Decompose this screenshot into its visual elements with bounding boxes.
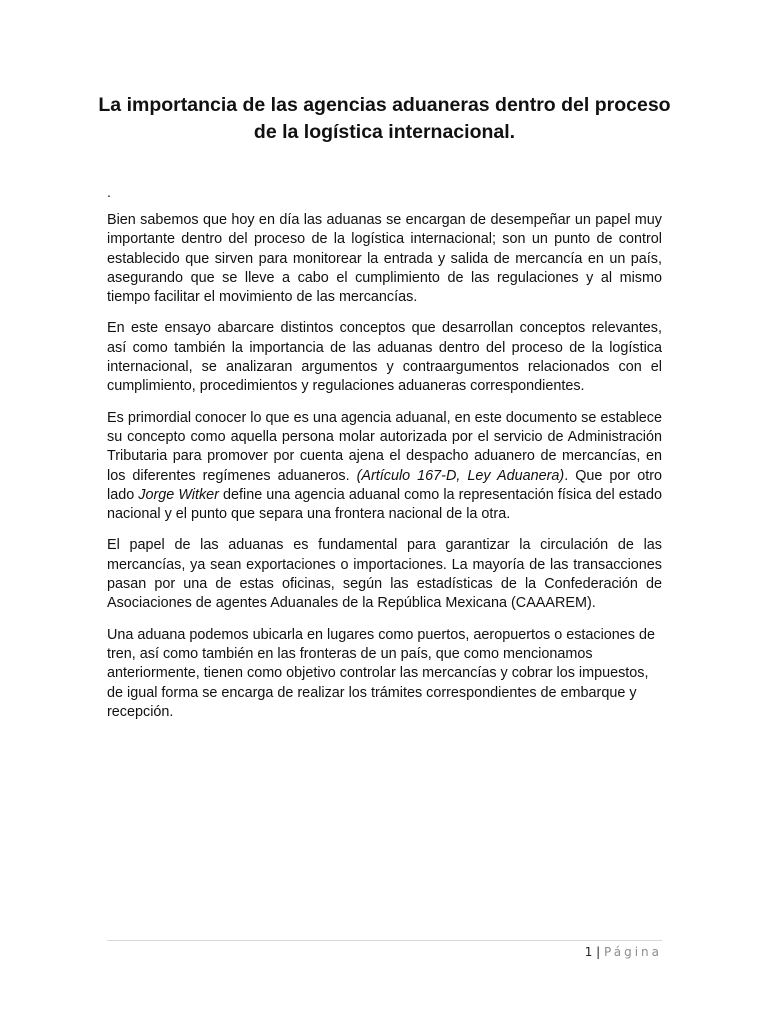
footer-separator: |	[596, 945, 601, 959]
paragraph-2: En este ensayo abarcare distintos conceptos que desarrollan conceptos relevantes, así como también la importancia de las aduanas dentro del proceso de la logística internacional, se analizaran argumentos y contraargumentos relacionados con el cumplimiento, procedimientos y regulaciones aduaneras correspondientes.	[107, 320, 662, 395]
page-number: 1	[584, 945, 593, 959]
document-title: La importancia de las agencias aduaneras dentro del proceso de la logística internacional.	[98, 94, 671, 143]
paragraph-1: Bien sabemos que hoy en día las aduanas se encargan de desempeñar un papel muy importante dentro del proceso de la logística internacional; son un punto de control establecido que sirven para monitorear la entrada y salida de mercancía en un país, asegurando que se lleve a cabo el cumplimiento de las regulaciones y al mismo tiempo facilitar el movimiento de las mercancías.	[107, 212, 662, 306]
document-body	[107, 211, 662, 734]
paragraph-3-part-2: . Que por otro lado	[107, 467, 662, 503]
stray-dot: .	[107, 184, 111, 200]
page-word: Página	[604, 945, 662, 959]
footer-divider	[107, 940, 662, 941]
page-footer	[585, 944, 662, 960]
document-page	[98, 0, 671, 1024]
paragraph-3-part-3: define una agencia aduanal como la representación física del estado nacional y el punto que separa una frontera nacional de la otra.	[107, 486, 662, 523]
paragraph-3-part-1: Es primordial conocer lo que es una agencia aduanal, en este documento se establece su concepto como aquella persona molar autorizada por el servicio de Administración Tributaria para promover por cuenta ajena el despacho aduanero de mercancías, en los diferentes regímenes aduaneros.	[107, 409, 662, 484]
paragraph-5: Una aduana podemos ubicarla en lugares como puertos, aeropuertos o estaciones de tren, así como también en las fronteras de un país, que como mencionamos anteriormente, tienen como objetivo controlar las mercancías y cobrar los impuestos, de igual forma se encarga de realizar los trámites correspondientes de embarque y recepción.	[107, 626, 655, 720]
author-name: Jorge Witker	[138, 486, 219, 503]
paragraph-4: El papel de las aduanas es fundamental para garantizar la circulación de las mercancías, ya sean exportaciones o importaciones. La mayoría de las transacciones pasan por una de estas oficinas, según las estadísticas de la Confederación de Asociaciones de agentes Aduanales de la República Mexicana (CAAAREM).	[107, 537, 662, 612]
paragraph-3	[107, 409, 662, 525]
citation-articulo: (Artículo 167-D, Ley Aduanera)	[356, 467, 565, 484]
